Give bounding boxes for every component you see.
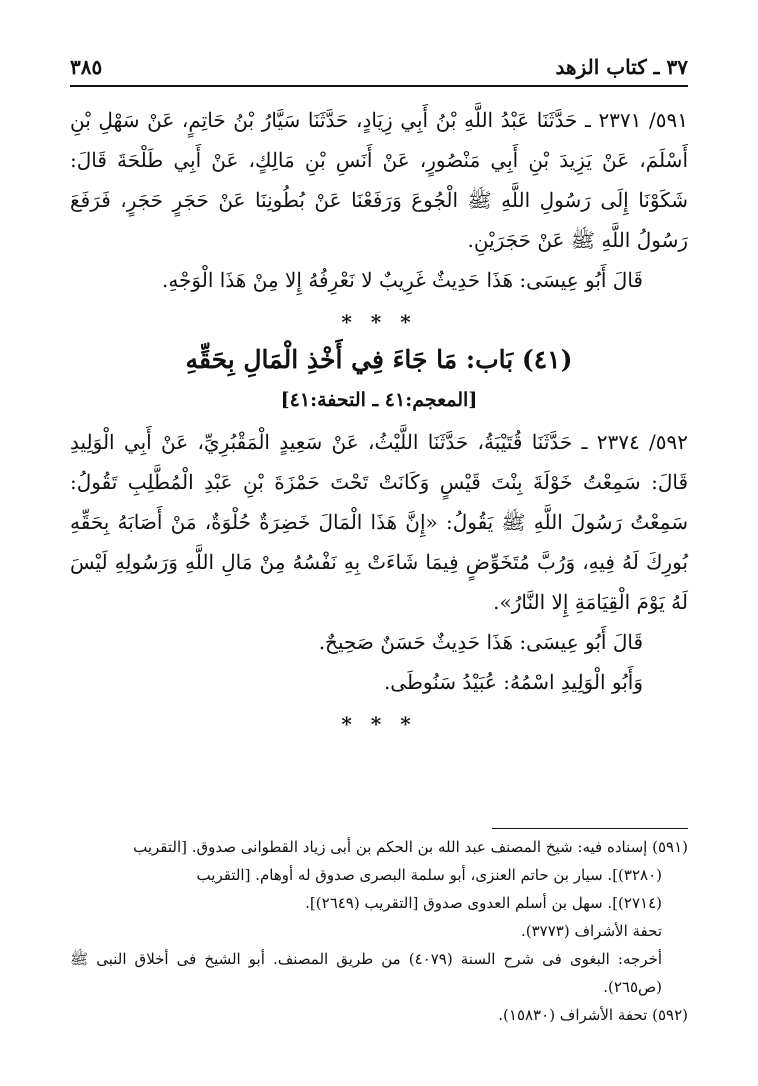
book-title: ٣٧ ـ كتاب الزهد — [555, 55, 688, 79]
footnotes — [70, 828, 688, 1029]
chapter-title: (٤١) بَاب: مَا جَاءَ فِي أَخْذِ الْمَالِ بِحَقِّهِ — [185, 345, 573, 374]
hadith-592-note: وَأَبُو الْوَلِيدِ اسْمُهُ: عُبَيْدُ سَنُوطَى. — [383, 670, 643, 694]
page-number: ٣٨٥ — [70, 55, 103, 79]
separator-stars: * * * — [341, 310, 417, 334]
footnote-line: تحفة الأشراف (٣٧٧٣). — [520, 922, 662, 940]
chapter-reference: [المعجم:٤١ ـ التحفة:٤١] — [280, 389, 478, 411]
separator-stars-end: * * * — [341, 712, 417, 736]
footnote-line: أخرجه: البغوى فى شرح السنة (٤٠٧٩) من طريق المصنف. أبو الشيخ فى أخلاق النبى ﷺ (ص٢٦٥). — [70, 950, 663, 996]
footnote-line: (٣٢٨٠)]. سيار بن حاتم العنزى، أبو سلمة البصرى صدوق له أوهام. [التقريب — [196, 866, 662, 884]
footnote-line: (٥٩٢) تحفة الأشراف (١٥٨٣٠). — [498, 1006, 688, 1024]
footnote-line: (٥٩١) إسناده فيه: شيخ المصنف عبد الله بن الحكم بن أبى زياد القطوانى صدوق. [التقريب — [133, 838, 688, 856]
footnote-line: (٢٧١٤)]. سهل بن أسلم العدوى صدوق [التقريب (٢٦٤٩)]. — [305, 894, 662, 912]
footnote-rule — [492, 828, 688, 829]
hadith-591-comment: قَالَ أَبُو عِيسَى: هَذَا حَدِيثٌ غَرِيبٌ لا نَعْرِفُهُ إِلا مِنْ هَذَا الْوَجْهِ. — [161, 268, 643, 292]
hadith-591-text: ٥٩١/ ٢٣٧١ ـ حَدَّثَنَا عَبْدُ اللَّهِ بْنُ أَبِي زِيَادٍ، حَدَّثَنَا سَيَّارُ بْنُ حَاتِمٍ، عَنْ سَهْلِ بْنِ أَسْلَمَ، عَنْ يَزِيدَ بْنِ أَبِي مَنْصُورٍ، عَنْ أَنَسِ بْنِ مَالِكٍ، عَنْ أَبِي طَلْحَةَ قَالَ: شَكَوْنَا إِلَى رَسُولِ اللَّهِ ﷺ الْجُوعَ وَرَفَعْنَا عَنْ بُطُونِنَا عَنْ حَجَرٍ حَجَرٍ، فَرَفَعَ رَسُولُ اللَّهِ ﷺ عَنْ حَجَرَيْنِ. — [70, 108, 688, 252]
hadith-592-text: ٥٩٢/ ٢٣٧٤ ـ حَدَّثَنَا قُتَيْبَةُ، حَدَّثَنَا اللَّيْثُ، عَنْ سَعِيدٍ الْمَقْبُرِيِّ، عَنْ أَبِي الْوَلِيدِ قَالَ: سَمِعْتُ خَوْلَةَ بِنْتَ قَيْسٍ وَكَانَتْ تَحْتَ حَمْزَةَ بْنِ عَبْدِ الْمُطَّلِبِ تَقُولُ: سَمِعْتُ رَسُولَ اللَّهِ ﷺ يَقُولُ: «إِنَّ هَذَا الْمَالَ خَضِرَةٌ حُلْوَةٌ، مَنْ أَصَابَهُ بِحَقِّهِ بُورِكَ لَهُ فِيهِ، وَرُبَّ مُتَخَوِّضٍ فِيمَا شَاءَتْ بِهِ نَفْسُهُ مِنْ مَالِ اللَّهِ وَرَسُولِهِ لَيْسَ لَهُ يَوْمَ الْقِيَامَةِ إِلا النَّارُ». — [70, 430, 688, 614]
hadith-592-comment: قَالَ أَبُو عِيسَى: هَذَا حَدِيثٌ حَسَنٌ صَحِيحٌ. — [318, 630, 643, 654]
main-text — [70, 100, 688, 740]
running-header — [70, 55, 688, 87]
footnote-list — [70, 833, 688, 1029]
